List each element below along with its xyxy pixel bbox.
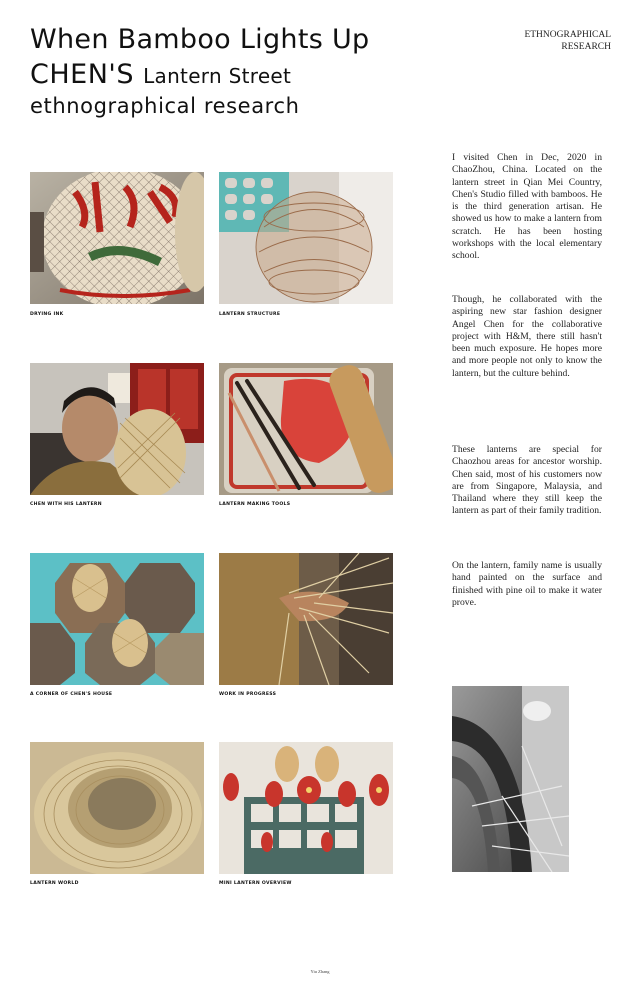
caption-drying-ink: DRYING INK — [30, 312, 64, 317]
title-line-2 — [30, 61, 369, 88]
header-tag — [524, 29, 611, 53]
header-tag-line-2: RESEARCH — [561, 42, 611, 52]
caption-lantern-making-tools: LANTERN MAKING TOOLS — [219, 502, 291, 507]
photo-chen-with-lantern — [30, 363, 204, 495]
photo-work-in-progress — [219, 553, 393, 685]
title-line-2-main: CHEN'S — [30, 59, 134, 90]
caption-lantern-world: LANTERN WORLD — [30, 881, 79, 886]
paragraph-family-name: On the lantern, family name is usually hand painted on the surface and finished with pine oil to make it water prove. — [452, 560, 602, 608]
header-tag-line-1: ETHNOGRAPHICAL — [524, 30, 611, 40]
caption-lantern-structure: LANTERN STRUCTURE — [219, 312, 281, 317]
title-line-1: When Bamboo Lights Up — [30, 24, 370, 55]
caption-chen-with-lantern: CHEN WITH HIS LANTERN — [30, 502, 102, 507]
photo-lantern-making-tools — [219, 363, 393, 495]
caption-mini-lantern-overview: MINI LANTERN OVERVIEW — [219, 881, 292, 886]
photo-lantern-world — [30, 742, 204, 874]
caption-work-in-progress: WORK IN PROGRESS — [219, 692, 277, 697]
paragraph-visit: I visited Chen in Dec, 2020 in ChaoZhou, China. Located on the lantern street in Qian Mei Country, Chen's Studio filled with bamboos. He is the third generation artisan. He showed us how to make a lantern from scratch. He has been hosting workshops with the local elementary school. — [452, 152, 602, 262]
paragraph-ancestor-worship: These lanterns are special for Chaozhou areas for ancestor worship. Chen said, most of his customers now are from Singapore, Malaysia, and Thailand where they still keep the lantern as part of their family tradition. — [452, 444, 602, 517]
photo-drying-ink — [30, 172, 204, 304]
footer-credit: Yiu Zhang — [310, 969, 330, 974]
paragraph-collaboration: Though, he collaborated with the aspiring new star fashion designer Angel Chen for the collaborative project with H&M, there still hasn't been much exposure. He hopes more and more people not only to know the lantern, but the culture behind. — [452, 294, 602, 379]
photo-lantern-structure — [219, 172, 393, 304]
caption-corner-of-house: A CORNER OF CHEN'S HOUSE — [30, 692, 113, 697]
title-line-3: ethnographical research — [30, 94, 300, 118]
photo-bw-lantern-detail — [452, 686, 569, 872]
page-title — [30, 26, 369, 117]
photo-corner-of-house — [30, 553, 204, 685]
title-line-2-rest: Lantern Street — [143, 64, 292, 88]
photo-mini-lantern-overview — [219, 742, 393, 874]
